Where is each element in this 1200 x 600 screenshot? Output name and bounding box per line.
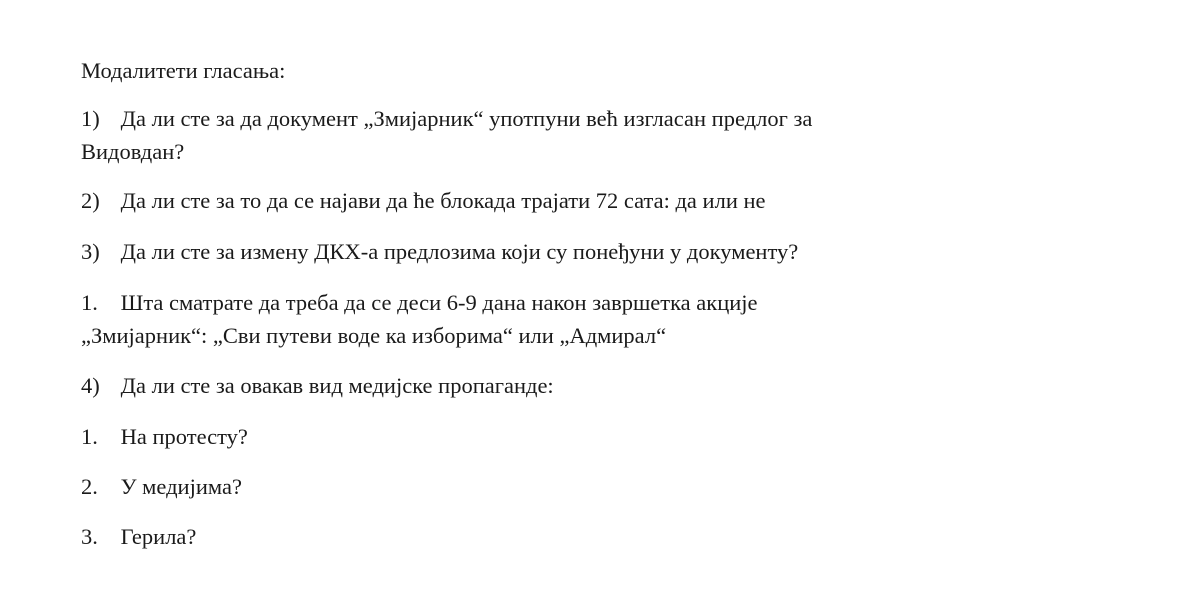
list-item-7 <box>81 470 242 503</box>
item-text-line: Да ли сте за да документ „Змијарник“ употпуни већ изгласан предлог за <box>120 106 813 131</box>
item-number: 2. <box>81 474 98 499</box>
list-item-4 <box>81 286 758 352</box>
item-text-line: Шта сматрате да треба да се деси 6-9 дана након завршетка акције <box>120 290 758 315</box>
list-item-8 <box>81 520 196 553</box>
item-number: 1. <box>81 424 98 449</box>
item-text-line: „Змијарник“: „Сви путеви воде ка изборима“ или „Адмирал“ <box>81 323 667 348</box>
list-item-1 <box>81 102 812 168</box>
item-number: 1. <box>81 290 98 315</box>
item-number: 1) <box>81 106 100 131</box>
list-item-5 <box>81 369 554 402</box>
list-item-2 <box>81 184 766 217</box>
item-text-line: У медијима? <box>120 474 242 499</box>
item-number: 4) <box>81 373 100 398</box>
item-text-line: Да ли сте за овакав вид медијске пропаганде: <box>120 373 554 398</box>
item-text-line: На протесту? <box>120 424 248 449</box>
item-number: 3. <box>81 524 98 549</box>
document-heading: Модалитети гласања: <box>81 58 286 83</box>
item-number: 2) <box>81 188 100 213</box>
item-text-line: Да ли сте за измену ДКХ-а предлозима који су понеђуни у документу? <box>120 239 799 264</box>
item-text-line: Видовдан? <box>81 139 185 164</box>
list-item-3 <box>81 235 798 268</box>
item-text-line: Герила? <box>120 524 197 549</box>
list-item-6 <box>81 420 248 453</box>
item-text-line: Да ли сте за то да се најави да ће блокада трајати 72 сата: да или не <box>120 188 766 213</box>
item-number: 3) <box>81 239 100 264</box>
